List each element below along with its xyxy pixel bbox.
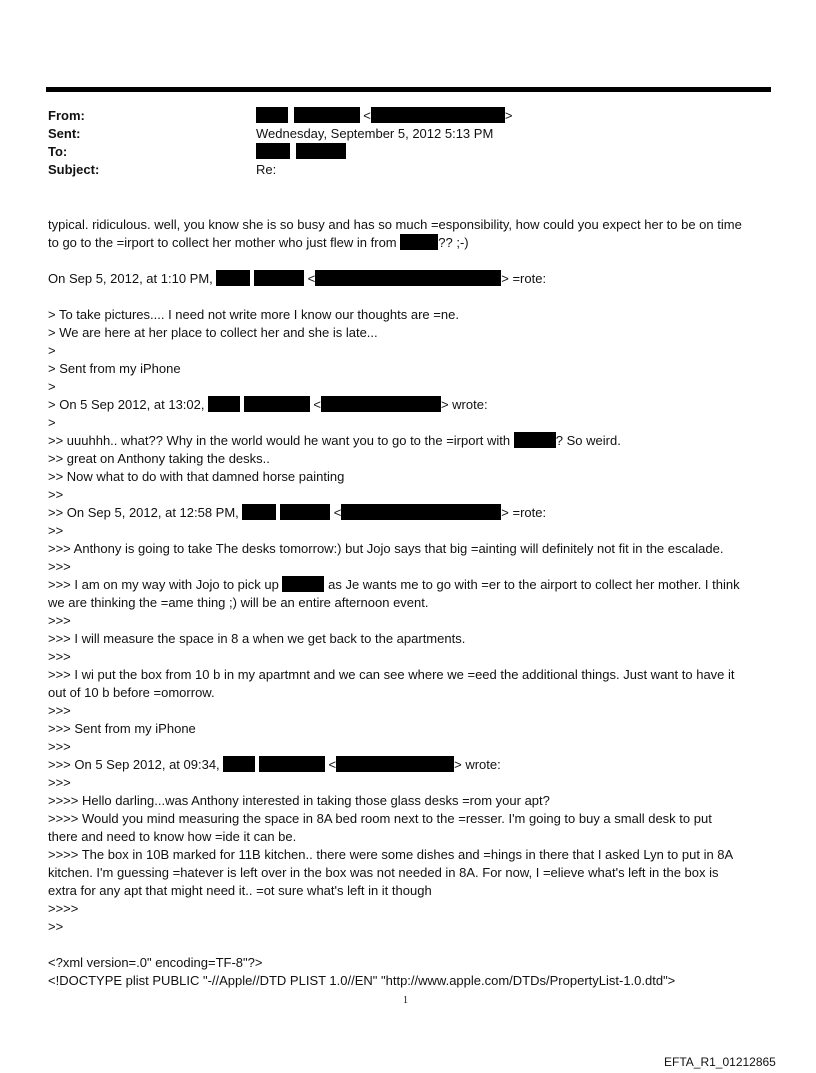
body-line: we are thinking the =ame thing ;) will be an entire afternoon event. bbox=[48, 595, 429, 610]
page-number: 1 bbox=[403, 995, 408, 1006]
redaction-block bbox=[223, 756, 255, 772]
body-line: to go to the =irport to collect her mother who just flew in from ?? ;-) bbox=[48, 235, 469, 250]
from-lt: < bbox=[363, 108, 371, 123]
body-line: >>>> Would you mind measuring the space in 8A bed room next to the =resser. I'm going to buy a small desk to put bbox=[48, 811, 712, 826]
doctype-line: <!DOCTYPE plist PUBLIC "-//Apple//DTD PLIST 1.0//EN" "http://www.apple.com/DTDs/PropertyList-1.0.dtd"> bbox=[48, 973, 676, 988]
body-line: >> bbox=[48, 487, 64, 502]
redaction-block bbox=[514, 432, 556, 448]
redaction-block bbox=[216, 270, 250, 286]
redaction-block bbox=[321, 396, 441, 412]
from-value bbox=[256, 107, 512, 125]
redaction-block bbox=[256, 107, 288, 123]
body-line: >>> bbox=[48, 559, 71, 574]
redaction-block bbox=[254, 270, 304, 286]
body-line: >>> I am on my way with Jojo to pick up as Je wants me to go with =er to the airport to collect her mother. I think bbox=[48, 577, 740, 592]
body-line: >>> Sent from my iPhone bbox=[48, 721, 196, 736]
sent-value: Wednesday, September 5, 2012 5:13 PM bbox=[256, 126, 494, 141]
body-line: extra for any apt that might need it.. =ot sure what's left in it though bbox=[48, 883, 432, 898]
body-line: >>> bbox=[48, 613, 71, 628]
subject-value: Re: bbox=[256, 162, 277, 177]
body-line: >> bbox=[48, 919, 64, 934]
from-label: From: bbox=[48, 108, 85, 123]
body-line: >>> bbox=[48, 703, 71, 718]
body-line: >>>> bbox=[48, 901, 79, 916]
body-line: > bbox=[48, 379, 56, 394]
body-line: > To take pictures.... I need not write more I know our thoughts are =ne. bbox=[48, 307, 459, 322]
body-line: > We are here at her place to collect her and she is late... bbox=[48, 325, 378, 340]
body-line: >>>> The box in 10B marked for 11B kitchen.. there were some dishes and =hings in there that I asked Lyn to put in 8A bbox=[48, 847, 734, 862]
body-line: >>> I will measure the space in 8 a when we get back to the apartments. bbox=[48, 631, 466, 646]
redaction-block bbox=[208, 396, 240, 412]
body-line: >> Now what to do with that damned horse painting bbox=[48, 469, 345, 484]
redaction-block bbox=[282, 576, 324, 592]
redaction-block bbox=[259, 756, 325, 772]
redaction-block bbox=[280, 504, 330, 520]
body-line: >>> bbox=[48, 649, 71, 664]
quote-header: >> On Sep 5, 2012, at 12:58 PM, < > =rote: bbox=[48, 505, 547, 520]
body-line: out of 10 b before =omorrow. bbox=[48, 685, 215, 700]
body-line: >> great on Anthony taking the desks.. bbox=[48, 451, 270, 466]
redaction-block bbox=[242, 504, 276, 520]
body-line: >>> Anthony is going to take The desks tomorrow:) but Jojo says that big =ainting will definitely not fit in the escalade. bbox=[48, 541, 724, 556]
body-line: > bbox=[48, 343, 56, 358]
body-line: typical. ridiculous. well, you know she is so busy and has so much =esponsibility, how could you expect her to be on time bbox=[48, 217, 742, 232]
body-line: >>> bbox=[48, 739, 71, 754]
redaction-block bbox=[294, 107, 360, 123]
header-rule bbox=[46, 87, 771, 92]
from-gt: > bbox=[504, 108, 513, 123]
body-line: >>> bbox=[48, 775, 71, 790]
subject-label: Subject: bbox=[48, 162, 100, 177]
quote-header: >>> On 5 Sep 2012, at 09:34, < > wrote: bbox=[48, 757, 501, 772]
body-line: >>> I wi put the box from 10 b in my apartmnt and we can see where we =eed the additional things. Just want to have it bbox=[48, 667, 735, 682]
to-value bbox=[256, 143, 346, 161]
redaction-block bbox=[341, 504, 501, 520]
redaction-block bbox=[371, 107, 505, 123]
redaction-block bbox=[244, 396, 310, 412]
redaction-block bbox=[400, 234, 438, 250]
to-label: To: bbox=[48, 144, 68, 159]
redaction-block bbox=[296, 143, 346, 159]
xml-declaration: <?xml version=.0" encoding=TF-8"?> bbox=[48, 955, 263, 970]
redaction-block bbox=[336, 756, 454, 772]
body-line: kitchen. I'm guessing =hatever is left over in the box was not needed in 8A. For now, I =elieve what's left in the box is bbox=[48, 865, 719, 880]
redaction-block bbox=[315, 270, 501, 286]
sent-label: Sent: bbox=[48, 126, 81, 141]
body-line: >>>> Hello darling...was Anthony interested in taking those glass desks =rom your apt? bbox=[48, 793, 550, 808]
body-line: > Sent from my iPhone bbox=[48, 361, 181, 376]
body-line: there and need to know how =ide it can be. bbox=[48, 829, 297, 844]
quote-header: > On 5 Sep 2012, at 13:02, < > wrote: bbox=[48, 397, 488, 412]
body-line: >> bbox=[48, 523, 64, 538]
body-line: > bbox=[48, 415, 56, 430]
redaction-block bbox=[256, 143, 290, 159]
body-line: >> uuuhhh.. what?? Why in the world would he want you to go to the =irport with ? So weird. bbox=[48, 433, 621, 448]
quote-header: On Sep 5, 2012, at 1:10 PM, < > =rote: bbox=[48, 271, 547, 286]
document-id: EFTA_R1_01212865 bbox=[664, 1055, 776, 1069]
